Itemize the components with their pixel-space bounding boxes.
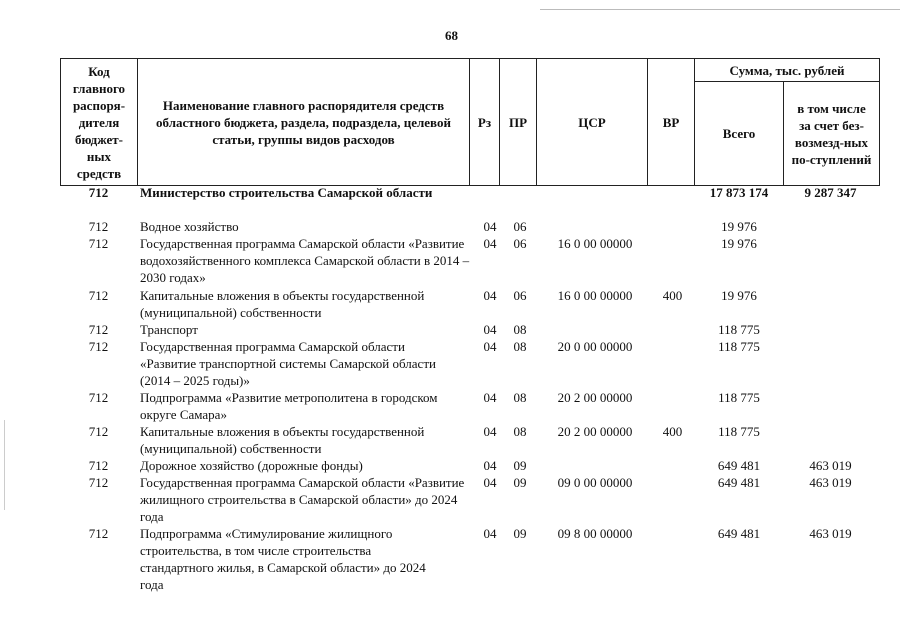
cell-rz: 04: [483, 219, 497, 234]
cell-name: Подпрограмма «Стимулирование жилищного строительства, в том числе строительства стандартного жилья, в Самарской области» до 2024 года: [140, 526, 426, 592]
cell-code: 712: [88, 458, 109, 473]
cell-rz: 04: [483, 288, 497, 303]
cell-total: 19 976: [721, 219, 757, 234]
cell-csr: 20 0 00 00000: [557, 339, 633, 354]
cell-vr: 400: [662, 288, 683, 303]
cell-pr: 08: [513, 390, 527, 405]
header-sum: Сумма, тыс. рублей: [694, 58, 880, 82]
cell-code: 712: [88, 288, 109, 303]
cell-name: Капитальные вложения в объекты государственной (муниципальной) собственности: [140, 288, 425, 320]
cell-csr: 20 2 00 00000: [557, 390, 633, 405]
cell-code: 712: [88, 322, 109, 337]
header-rz: Рз: [469, 58, 500, 186]
cell-pr: 09: [513, 475, 527, 490]
cell-total: 19 976: [721, 288, 757, 303]
cell-rz: 04: [483, 475, 497, 490]
cell-csr: 16 0 00 00000: [557, 236, 633, 251]
cell-name: Капитальные вложения в объекты государственной (муниципальной) собственности: [140, 424, 425, 456]
header-pr: ПР: [499, 58, 537, 186]
header-csr: ЦСР: [536, 58, 648, 186]
cell-total: 649 481: [717, 475, 761, 490]
cell-pr: 08: [513, 339, 527, 354]
header-name: Наименование главного распорядителя средств областного бюджета, раздела, подраздела, целевой статьи, группы видов расходов: [137, 58, 470, 186]
header-total: Всего: [694, 81, 784, 186]
cell-pr: 06: [513, 236, 527, 251]
cell-name: Дорожное хозяйство (дорожные фонды): [140, 458, 363, 473]
scan-artifact-top: [540, 9, 900, 10]
cell-code: 712: [88, 526, 109, 541]
cell-total: 118 775: [718, 424, 760, 439]
cell-rz: 04: [483, 339, 497, 354]
cell-total: 118 775: [718, 322, 760, 337]
cell-csr: 09 0 00 00000: [557, 475, 633, 490]
cell-grant: 463 019: [809, 458, 852, 473]
cell-total: 118 775: [718, 390, 760, 405]
cell-pr: 09: [513, 526, 527, 541]
cell-rz: 04: [483, 458, 497, 473]
cell-rz: 04: [483, 424, 497, 439]
cell-csr: 09 8 00 00000: [557, 526, 633, 541]
cell-code: 712: [88, 475, 109, 490]
scan-artifact-left: [4, 420, 5, 510]
cell-total: 649 481: [717, 526, 761, 541]
cell-csr: 16 0 00 00000: [557, 288, 633, 303]
header-code: Код главного распоря-дителя бюджет-ных средств: [60, 58, 138, 186]
cell-name: Подпрограмма «Развитие метрополитена в городском округе Самара»: [140, 390, 438, 422]
header-grants: в том числе за счет без-возмезд-ных по-ступлений: [783, 81, 880, 186]
cell-rz: 04: [483, 526, 497, 541]
cell-pr: 08: [513, 424, 527, 439]
cell-code: 712: [88, 390, 109, 405]
cell-vr: 400: [662, 424, 683, 439]
cell-total: 649 481: [717, 458, 761, 473]
cell-name: Государственная программа Самарской области «Развитие водохозяйственного комплекса Самарской области в 2014 – 2030 годах»: [140, 236, 470, 285]
cell-grant: 9 287 347: [804, 185, 857, 200]
cell-total: 118 775: [718, 339, 760, 354]
cell-pr: 08: [513, 322, 527, 337]
cell-pr: 06: [513, 219, 527, 234]
cell-grant: 463 019: [809, 475, 852, 490]
cell-name: Транспорт: [140, 322, 198, 337]
cell-name: Государственная программа Самарской области «Развитие жилищного строительства в Самарской области» до 2024 года: [140, 475, 465, 524]
page-number: 68: [445, 28, 458, 43]
header-vr: ВР: [647, 58, 695, 186]
cell-code: 712: [88, 339, 109, 354]
cell-code: 712: [88, 185, 109, 200]
cell-total: 17 873 174: [709, 185, 769, 200]
cell-csr: 20 2 00 00000: [557, 424, 633, 439]
cell-name: Министерство строительства Самарской области: [140, 185, 433, 200]
cell-code: 712: [88, 424, 109, 439]
cell-rz: 04: [483, 322, 497, 337]
cell-rz: 04: [483, 390, 497, 405]
cell-rz: 04: [483, 236, 497, 251]
cell-grant: 463 019: [809, 526, 852, 541]
cell-name: Водное хозяйство: [140, 219, 239, 234]
cell-pr: 06: [513, 288, 527, 303]
cell-name: Государственная программа Самарской области «Развитие транспортной системы Самарской области (2014 – 2025 годы)»: [140, 339, 436, 388]
cell-code: 712: [88, 236, 109, 251]
cell-pr: 09: [513, 458, 527, 473]
cell-code: 712: [88, 219, 109, 234]
cell-total: 19 976: [721, 236, 757, 251]
